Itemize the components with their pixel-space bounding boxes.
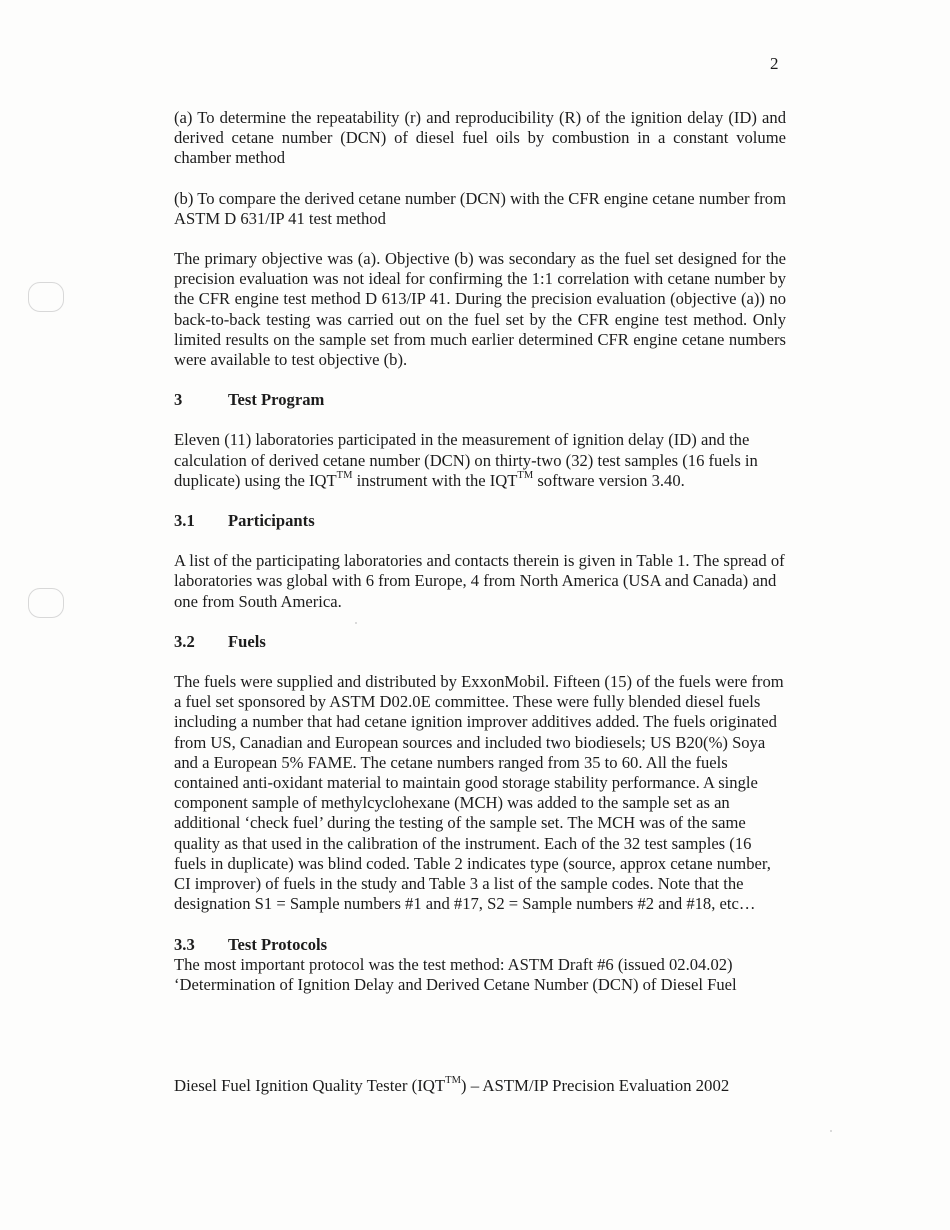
- participants-paragraph: A list of the participating laboratories and contacts therein is given in Table 1. The spread of laboratories was global with 6 from Europe, 4 from North America (USA and Canada) and one from South America.: [174, 551, 785, 611]
- section-number: 3.2: [174, 631, 195, 651]
- section-title: Participants: [228, 511, 315, 531]
- section-title: Test Protocols: [228, 934, 328, 954]
- section-heading-participants: [174, 511, 786, 531]
- section-number: 3: [174, 390, 183, 410]
- section-number: 3.1: [174, 511, 195, 531]
- section-number: 3.3: [174, 934, 195, 954]
- test-program-paragraph: [174, 430, 786, 491]
- text-run: Eleven (11) laboratories participated in the measurement of ignition delay (ID) and the calculation of derived cetane number (DCN) on thirty-two (32) test samples (16 fuels in duplicate) using the IQT: [174, 430, 758, 490]
- trademark-superscript: TM: [445, 1075, 461, 1087]
- primary-objective-paragraph: The primary objective was (a). Objective (b) was secondary as the fuel set designed for the precision evaluation was not ideal for confirming the 1:1 correlation with cetane number by the CFR engine test method D 613/IP 41. During the precision evaluation (objective (a)) no back-to-back testing was carried out on the fuel set by the CFR engine test method. Only limited results on the sample set from much earlier determined CFR engine cetane numbers were available to test objective (b).: [174, 249, 786, 370]
- trademark-superscript: TM: [336, 470, 353, 482]
- footer-text: Diesel Fuel Ignition Quality Tester (IQT: [174, 1076, 446, 1095]
- section-heading-fuels: [174, 632, 786, 652]
- test-protocols-paragraph: The most important protocol was the test method: ASTM Draft #6 (issued 02.04.02) ‘Determination of Ignition Delay and Derived Cetane Number (DCN) of Diesel Fuel: [174, 954, 737, 994]
- section-title: Test Program: [228, 390, 325, 410]
- section-heading-test-protocols: [174, 935, 786, 955]
- section-heading-test-program: [174, 390, 786, 410]
- trademark-superscript: TM: [517, 470, 534, 482]
- binder-hole-mark: [28, 588, 64, 618]
- page-number: 2: [770, 54, 779, 73]
- objective-a-paragraph: (a) To determine the repeatability (r) and reproducibility (R) of the ignition delay (ID) and derived cetane number (DCN) of diesel fuel oils by combustion in a constant volume chamber method: [174, 108, 786, 168]
- fuels-paragraph: The fuels were supplied and distributed by ExxonMobil. Fifteen (15) of the fuels were from a fuel set sponsored by ASTM D02.0E committee. These were fully blended diesel fuels including a number that had cetane ignition improver additives added. The fuels originated from US, Canadian and European sources and included two biodiesels; US B20(%) Soya and a European 5% FAME. The cetane numbers ranged from 35 to 60. All the fuels contained anti-oxidant material to maintain good storage stability performance. A single component sample of methylcyclohexane (MCH) was added to the sample set as an additional ‘check fuel’ during the testing of the sample set. The MCH was of the same quality as that used in the calibration of the instrument. Each of the 32 test samples (16 fuels in duplicate) was blind coded. Table 2 indicates type (source, approx cetane number, CI improver) of fuels in the study and Table 3 a list of the sample codes. Note that the designation S1 = Sample numbers #1 and #17, S2 = Sample numbers #2 and #18, etc…: [174, 672, 784, 914]
- text-run: instrument with the IQT: [352, 470, 518, 490]
- binder-hole-mark: [28, 282, 64, 312]
- text-run: software version 3.40.: [533, 470, 685, 490]
- objective-b-paragraph: (b) To compare the derived cetane number (DCN) with the CFR engine cetane number from ASTM D 631/IP 41 test method: [174, 188, 786, 228]
- section-title: Fuels: [228, 631, 266, 651]
- document-body: [174, 108, 786, 1015]
- footer-text: ) – ASTM/IP Precision Evaluation 2002: [460, 1076, 730, 1095]
- scan-speck: [830, 1130, 832, 1132]
- page-footer: [174, 1076, 729, 1096]
